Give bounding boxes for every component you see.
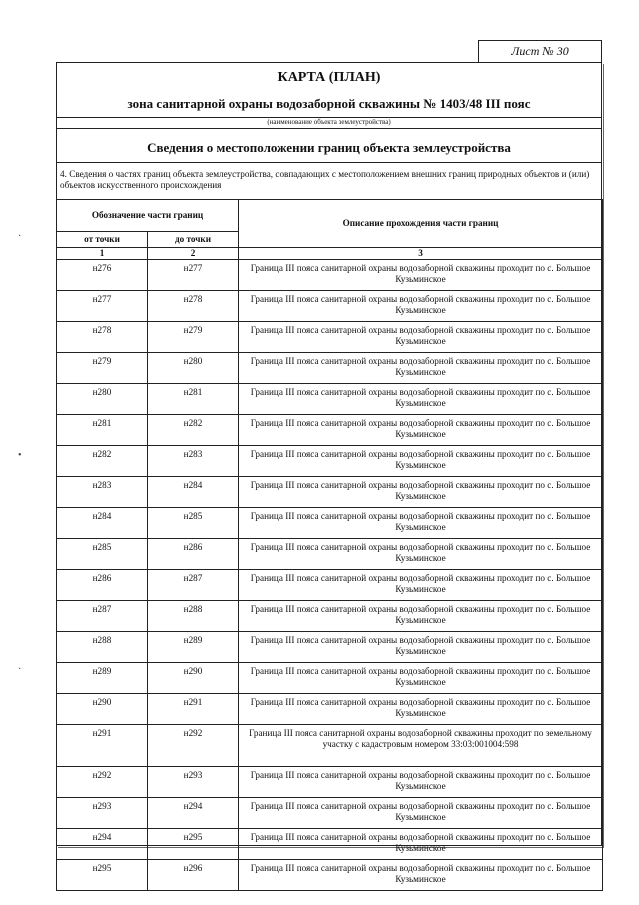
cell-to: н292 bbox=[148, 725, 239, 767]
cell-to: н294 bbox=[148, 798, 239, 829]
cell-from: н292 bbox=[57, 767, 148, 798]
cell-from: н277 bbox=[57, 291, 148, 322]
cell-from: н280 bbox=[57, 384, 148, 415]
cell-desc: Граница III пояса санитарной охраны водозаборной скважины проходит по с. Большое Кузьминское bbox=[239, 260, 603, 291]
cell-from: н284 bbox=[57, 508, 148, 539]
cell-desc: Граница III пояса санитарной охраны водозаборной скважины проходит по с. Большое Кузьминское bbox=[239, 539, 603, 570]
table-row bbox=[57, 508, 603, 539]
col-number-2: 2 bbox=[148, 248, 239, 260]
cell-to: н278 bbox=[148, 291, 239, 322]
cell-desc: Граница III пояса санитарной охраны водозаборной скважины проходит по с. Большое Кузьминское bbox=[239, 508, 603, 539]
desc-header: Описание прохождения части границ bbox=[239, 200, 603, 248]
cell-to: н283 bbox=[148, 446, 239, 477]
cell-desc: Граница III пояса санитарной охраны водозаборной скважины проходит по с. Большое Кузьминское bbox=[239, 570, 603, 601]
cell-desc: Граница III пояса санитарной охраны водозаборной скважины проходит по земельному участку с кадастровым номером 33:03:001004:598 bbox=[239, 725, 603, 767]
table-row bbox=[57, 384, 603, 415]
cell-to: н285 bbox=[148, 508, 239, 539]
cell-desc: Граница III пояса санитарной охраны водозаборной скважины проходит по с. Большое Кузьминское bbox=[239, 384, 603, 415]
table-row bbox=[57, 798, 603, 829]
cell-desc: Граница III пояса санитарной охраны водозаборной скважины проходит по с. Большое Кузьминское bbox=[239, 767, 603, 798]
cell-to: н284 bbox=[148, 477, 239, 508]
to-header: до точки bbox=[148, 232, 239, 248]
col-number-1: 1 bbox=[57, 248, 148, 260]
cell-to: н280 bbox=[148, 353, 239, 384]
cell-from: н293 bbox=[57, 798, 148, 829]
cell-to: н279 bbox=[148, 322, 239, 353]
cell-to: н289 bbox=[148, 632, 239, 663]
cell-to: н281 bbox=[148, 384, 239, 415]
cell-from: н279 bbox=[57, 353, 148, 384]
cell-to: н295 bbox=[148, 829, 239, 860]
table-row bbox=[57, 829, 603, 860]
cell-desc: Граница III пояса санитарной охраны водозаборной скважины проходит по с. Большое Кузьминское bbox=[239, 322, 603, 353]
cell-from: н289 bbox=[57, 663, 148, 694]
cell-from: н288 bbox=[57, 632, 148, 663]
cell-desc: Граница III пояса санитарной охраны водозаборной скважины проходит по с. Большое Кузьминское bbox=[239, 291, 603, 322]
table-row bbox=[57, 601, 603, 632]
cell-to: н286 bbox=[148, 539, 239, 570]
cell-from: н281 bbox=[57, 415, 148, 446]
table-row bbox=[57, 446, 603, 477]
cell-from: н290 bbox=[57, 694, 148, 725]
cell-from: н295 bbox=[57, 860, 148, 891]
table-row bbox=[57, 415, 603, 446]
cell-from: н291 bbox=[57, 725, 148, 767]
table-row bbox=[57, 291, 603, 322]
cell-desc: Граница III пояса санитарной охраны водозаборной скважины проходит по с. Большое Кузьминское bbox=[239, 601, 603, 632]
cell-from: н286 bbox=[57, 570, 148, 601]
table-row bbox=[57, 632, 603, 663]
caption-divider-bottom bbox=[56, 128, 602, 129]
table-row bbox=[57, 322, 603, 353]
table-row bbox=[57, 570, 603, 601]
margin-mark: · bbox=[18, 231, 22, 242]
cell-from: н276 bbox=[57, 260, 148, 291]
cell-desc: Граница III пояса санитарной охраны водозаборной скважины проходит по с. Большое Кузьминское bbox=[239, 860, 603, 891]
section-divider bbox=[56, 162, 602, 163]
cell-desc: Граница III пояса санитарной охраны водозаборной скважины проходит по с. Большое Кузьминское bbox=[239, 415, 603, 446]
object-caption: (наименование объекта землеустройства) bbox=[267, 118, 391, 126]
page-title: КАРТА (ПЛАН) bbox=[277, 70, 381, 85]
table-body bbox=[57, 260, 603, 891]
cell-to: н287 bbox=[148, 570, 239, 601]
cell-to: н277 bbox=[148, 260, 239, 291]
cell-from: н294 bbox=[57, 829, 148, 860]
section-intro: 4. Сведения о частях границ объекта землеустройства, совпадающих с местоположением внешних границ природных объектов и (или) объектов искусственного происхождения bbox=[60, 169, 590, 190]
table-row bbox=[57, 725, 603, 767]
cell-from: н287 bbox=[57, 601, 148, 632]
margin-mark: · bbox=[18, 664, 22, 675]
cell-to: н296 bbox=[148, 860, 239, 891]
table-row bbox=[57, 477, 603, 508]
sheet-number: Лист № 30 bbox=[478, 40, 602, 62]
table-row bbox=[57, 663, 603, 694]
table-row bbox=[57, 767, 603, 798]
object-name: зона санитарной охраны водозаборной скважины № 1403/48 III пояс bbox=[127, 96, 531, 111]
cell-to: н290 bbox=[148, 663, 239, 694]
cell-from: н278 bbox=[57, 322, 148, 353]
cell-to: н288 bbox=[148, 601, 239, 632]
cell-desc: Граница III пояса санитарной охраны водозаборной скважины проходит по с. Большое Кузьминское bbox=[239, 829, 603, 860]
cell-desc: Граница III пояса санитарной охраны водозаборной скважины проходит по с. Большое Кузьминское bbox=[239, 663, 603, 694]
table-row bbox=[57, 539, 603, 570]
table-row bbox=[57, 260, 603, 291]
cell-from: н282 bbox=[57, 446, 148, 477]
group-header: Обозначение части границ bbox=[57, 200, 239, 232]
margin-mark: • bbox=[18, 450, 22, 461]
boundary-table bbox=[56, 199, 603, 891]
col-number-3: 3 bbox=[239, 248, 603, 260]
cell-desc: Граница III пояса санитарной охраны водозаборной скважины проходит по с. Большое Кузьминское bbox=[239, 446, 603, 477]
cell-desc: Граница III пояса санитарной охраны водозаборной скважины проходит по с. Большое Кузьминское bbox=[239, 632, 603, 663]
table-row bbox=[57, 353, 603, 384]
cell-to: н291 bbox=[148, 694, 239, 725]
cell-desc: Граница III пояса санитарной охраны водозаборной скважины проходит по с. Большое Кузьминское bbox=[239, 477, 603, 508]
section-title: Сведения о местоположении границ объекта землеустройства bbox=[147, 140, 511, 155]
cell-desc: Граница III пояса санитарной охраны водозаборной скважины проходит по с. Большое Кузьминское bbox=[239, 353, 603, 384]
cell-desc: Граница III пояса санитарной охраны водозаборной скважины проходит по с. Большое Кузьминское bbox=[239, 694, 603, 725]
cell-from: н283 bbox=[57, 477, 148, 508]
cell-to: н293 bbox=[148, 767, 239, 798]
from-header: от точки bbox=[57, 232, 148, 248]
table-row bbox=[57, 860, 603, 891]
cell-desc: Граница III пояса санитарной охраны водозаборной скважины проходит по с. Большое Кузьминское bbox=[239, 798, 603, 829]
cell-to: н282 bbox=[148, 415, 239, 446]
table-row bbox=[57, 694, 603, 725]
cell-from: н285 bbox=[57, 539, 148, 570]
